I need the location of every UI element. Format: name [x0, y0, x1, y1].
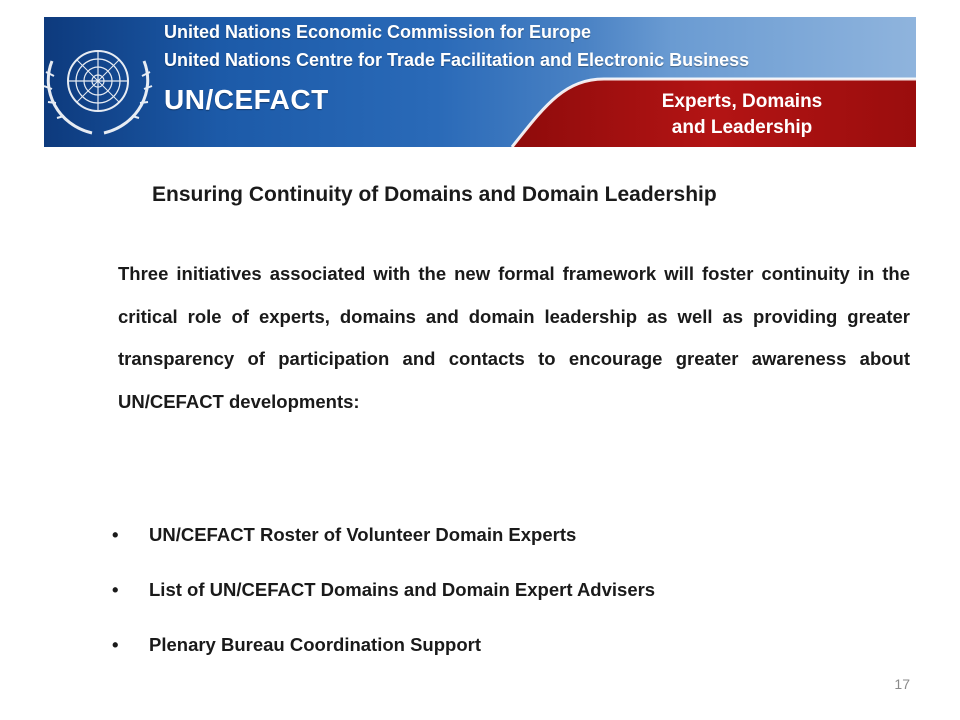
- bullet-marker: •: [112, 634, 119, 655]
- section-tag: [584, 89, 900, 141]
- intro-paragraph: Three initiatives associated with the new formal framework will foster continuity in the critical role of experts, domains and domain leadership as well as providing greater transparency of participation and contacts to encourage greater awareness about UN/CEFACT developments:: [118, 263, 910, 412]
- list-item-text: Plenary Bureau Coordination Support: [149, 634, 481, 655]
- bullet-marker: •: [112, 524, 119, 545]
- brand-title: UN/CEFACT: [164, 84, 329, 115]
- un-emblem-icon: [44, 51, 152, 133]
- section-tag-line1: Experts, Domains: [661, 91, 823, 112]
- bullet-marker: •: [112, 579, 119, 600]
- list-item-text: UN/CEFACT Roster of Volunteer Domain Experts: [149, 524, 577, 545]
- list-item: [112, 572, 912, 627]
- banner-org-line: United Nations Economic Commission for Europe: [164, 22, 592, 42]
- header-banner: [44, 17, 916, 147]
- section-tag-line2: and Leadership: [671, 117, 813, 138]
- list-item-text: List of UN/CEFACT Domains and Domain Expert Advisers: [149, 579, 656, 600]
- list-item: [112, 627, 912, 682]
- slide-title: Ensuring Continuity of Domains and Domain Leadership: [152, 183, 717, 206]
- initiatives-list: [112, 517, 912, 682]
- banner-centre-line: United Nations Centre for Trade Facilitation and Electronic Business: [164, 50, 750, 70]
- page-number: 17: [894, 676, 910, 692]
- list-item: [112, 517, 912, 572]
